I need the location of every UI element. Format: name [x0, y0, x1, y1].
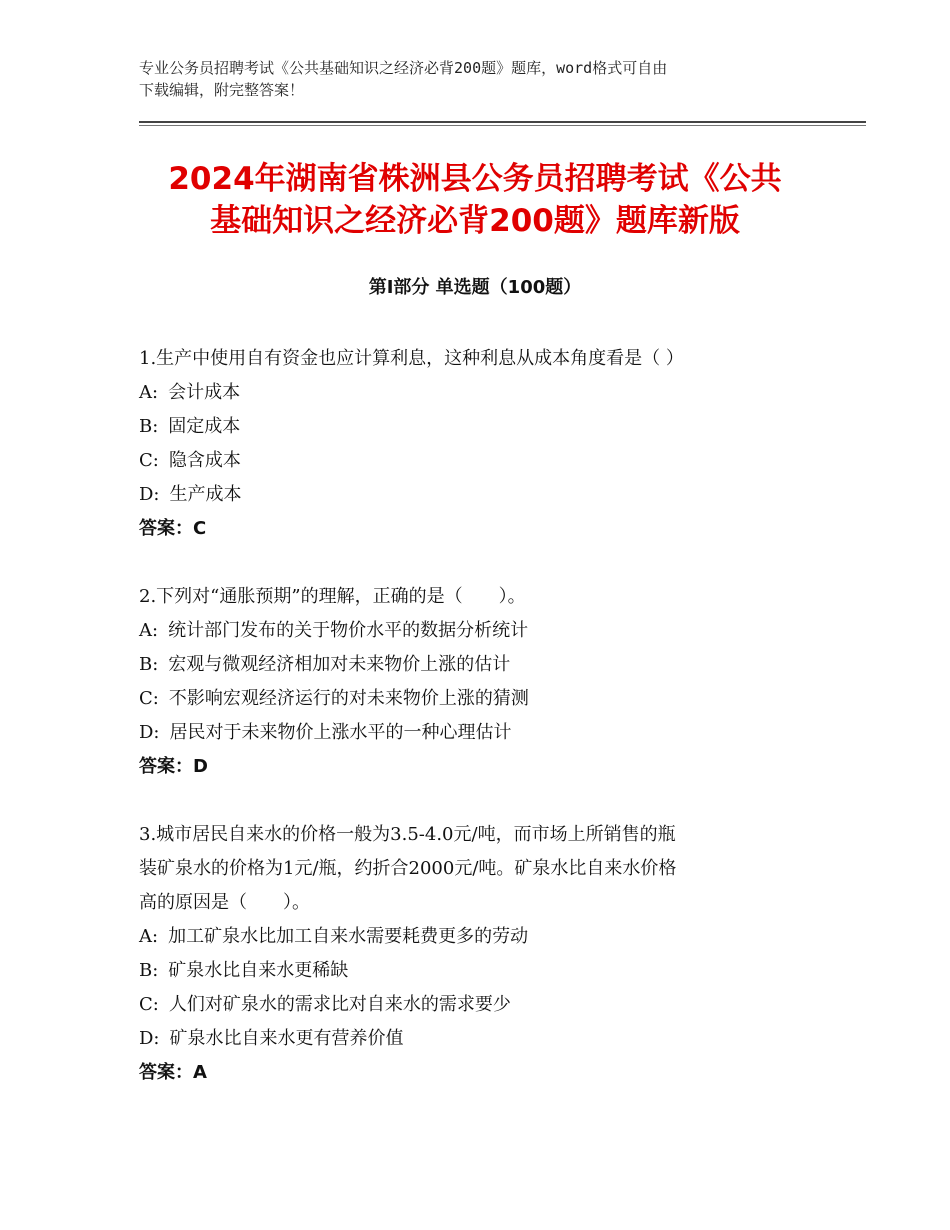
option-letter: B:: [139, 960, 159, 981]
header-divider-thin: [139, 125, 866, 126]
answer-line: 答案：A: [139, 1062, 207, 1083]
option-letter: D:: [139, 722, 160, 743]
option-letter: C:: [139, 688, 159, 709]
option-d: [139, 1022, 819, 1056]
option-letter: A:: [139, 382, 159, 403]
option-text: 居民对于未来物价上涨水平的一种心理估计: [169, 722, 512, 743]
option-c: [139, 682, 819, 716]
option-text: 隐含成本: [168, 450, 241, 471]
question-stem: 高的原因是（ ）。: [139, 892, 310, 913]
question-stem: 3.城市居民自来水的价格一般为3.5-4.0元/吨，而市场上所销售的瓶: [139, 824, 676, 845]
header-note-line-2: 下载编辑，附完整答案！: [139, 81, 305, 99]
option-letter: D:: [139, 484, 160, 505]
option-text: 矿泉水比自来水更有营养价值: [169, 1028, 404, 1049]
question-stem: 2.下列对“通胀预期”的理解，正确的是（ ）。: [139, 586, 526, 607]
option-letter: A:: [139, 926, 159, 947]
header-note-line-1: 专业公务员招聘考试《公共基础知识之经济必背200题》题库，word格式可自由: [139, 59, 668, 77]
question-stem: 装矿泉水的价格为1元/瓶，约折合2000元/吨。矿泉水比自来水价格: [139, 858, 677, 879]
option-text: 矿泉水比自来水更稀缺: [168, 960, 349, 981]
question-1: [139, 342, 819, 546]
option-letter: B:: [139, 654, 159, 675]
option-b: [139, 648, 819, 682]
option-text: 会计成本: [168, 382, 241, 403]
answer-line: 答案：C: [139, 518, 207, 539]
option-text: 固定成本: [168, 416, 241, 437]
option-text: 不影响宏观经济运行的对未来物价上涨的猜测: [168, 688, 529, 709]
header-divider-thick: [139, 121, 866, 123]
page-title-line-1: 2024年湖南省株洲县公务员招聘考试《公共: [168, 161, 782, 197]
option-c: [139, 988, 819, 1022]
option-text: 人们对矿泉水的需求比对自来水的需求要少: [168, 994, 511, 1015]
option-a: [139, 614, 819, 648]
page-title: [100, 158, 850, 242]
option-letter: A:: [139, 620, 159, 641]
option-text: 加工矿泉水比加工自来水需要耗费更多的劳动: [168, 926, 529, 947]
question-3: [139, 818, 819, 1090]
question-list: [139, 342, 819, 1124]
option-text: 宏观与微观经济相加对未来物价上涨的估计: [168, 654, 511, 675]
option-letter: C:: [139, 450, 159, 471]
answer-line: 答案：D: [139, 756, 208, 777]
question-2: [139, 580, 819, 784]
option-letter: D:: [139, 1028, 160, 1049]
option-b: [139, 954, 819, 988]
option-d: [139, 478, 819, 512]
option-d: [139, 716, 819, 750]
option-a: [139, 920, 819, 954]
option-letter: C:: [139, 994, 159, 1015]
option-text: 统计部门发布的关于物价水平的数据分析统计: [168, 620, 529, 641]
question-stem: 1.生产中使用自有资金也应计算利息，这种利息从成本角度看是（ ）: [139, 348, 684, 369]
section-heading: 第Ⅰ部分 单选题（100题）: [368, 277, 582, 298]
option-letter: B:: [139, 416, 159, 437]
option-text: 生产成本: [169, 484, 242, 505]
header-note: [139, 57, 839, 101]
option-a: [139, 376, 819, 410]
page-title-line-2: 基础知识之经济必背200题》题库新版: [210, 203, 740, 239]
option-b: [139, 410, 819, 444]
option-c: [139, 444, 819, 478]
